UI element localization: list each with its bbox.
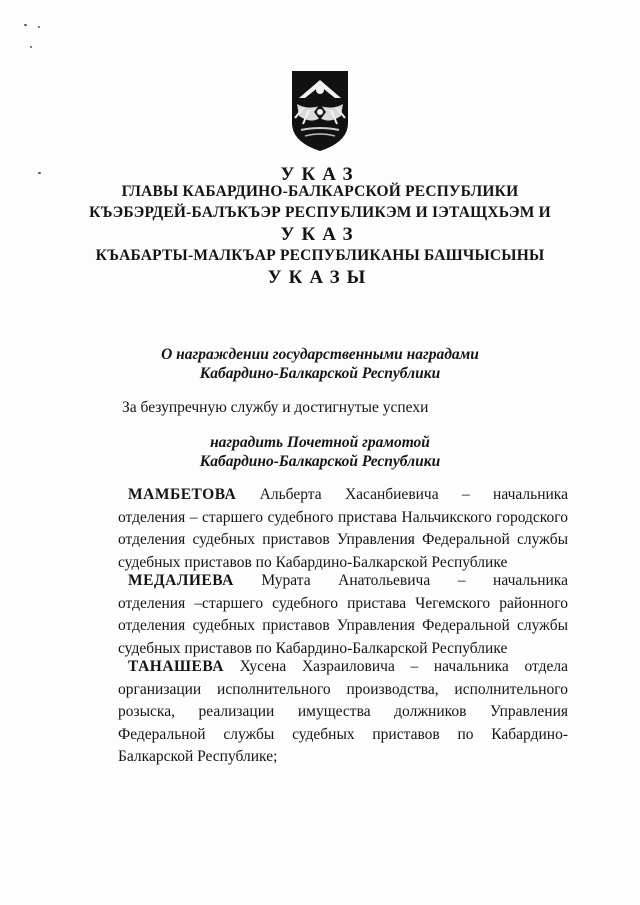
decree-heading-krc: УКАЗЫ xyxy=(267,267,373,288)
award-title-line-1: наградить Почетной грамотой xyxy=(210,434,430,451)
awardee-description: отделения –старшего судебного пристава Чегемского районного отделения судебных приставов Управления Федеральной службы судебных приставов по Кабардино-Балкарской Республике xyxy=(118,594,568,657)
awardee-entry xyxy=(118,656,568,769)
awardee-word: начальника xyxy=(493,486,568,503)
issuer-line-ru: ГЛАВЫ КАБАРДИНО-БАЛКАРСКОЙ РЕСПУБЛИКИ xyxy=(121,183,519,200)
awardee-surname: ТАНАШЕВА xyxy=(128,658,224,675)
decree-heading-ru: УКАЗ xyxy=(280,164,360,185)
awardee-word: Анатольевича xyxy=(338,572,431,589)
awardee-word: Хусена xyxy=(239,658,287,675)
award-title-line-2: Кабардино-Балкарской Республики xyxy=(199,453,441,470)
decree-title xyxy=(0,345,640,383)
awardee-description: отделения – старшего судебного пристава Нальчикского городского отделения судебных приставов Управления Федеральной службы судебных приставов по Кабардино-Балкарской Республике xyxy=(118,508,568,571)
scan-speck xyxy=(24,24,27,26)
intro-text: За безупречную службу и достигнутые успехи xyxy=(122,399,429,416)
coat-of-arms-emblem xyxy=(289,68,351,153)
awardee-word: Мурата xyxy=(261,572,311,589)
awardee-description: организации исполнительного производства, исполнительного розыска, реализации имущества должников Управления Федеральной службы судебных приставов по Кабардино-Балкарской Республике; xyxy=(118,680,568,765)
scan-speck xyxy=(38,26,40,28)
issuer-line-kbd: КЪЭБЭРДЕЙ-БАЛЪКЪЭР РЕСПУБЛИКЭМ И ІЭТАЩХЬЭМ И xyxy=(89,204,551,221)
awardee-word: Альберта xyxy=(259,486,322,503)
awardee-entry xyxy=(118,570,568,660)
awardee-surname: МЕДАЛИЕВА xyxy=(128,572,234,589)
awardee-word: – xyxy=(461,486,470,503)
decree-title-line-1: О награждении государственными наградами xyxy=(161,346,479,363)
awardee-first-line xyxy=(118,570,568,593)
awardee-first-line xyxy=(118,484,568,507)
awardee-word: – xyxy=(410,658,419,675)
awardee-first-line xyxy=(118,656,568,679)
scan-speck xyxy=(30,46,32,48)
awardee-word: начальника xyxy=(493,572,568,589)
decree-title-line-2: Кабардино-Балкарской Республики xyxy=(199,365,441,382)
award-title xyxy=(0,433,640,471)
awardee-word: – xyxy=(457,572,466,589)
issuer-line-krc: КЪАБАРТЫ-МАЛКЪАР РЕСПУБЛИКАНЫ БАШЧЫСЫНЫ xyxy=(95,247,545,264)
awardee-word: Хазраиловича xyxy=(301,658,395,675)
decree-heading-kbd: УКАЗ xyxy=(280,224,360,245)
awardee-word: отдела xyxy=(524,658,568,675)
awardee-word: Хасанбиевича xyxy=(344,486,439,503)
awardee-entry xyxy=(118,484,568,574)
awardee-word: начальника xyxy=(433,658,509,675)
awardee-surname: МАМБЕТОВА xyxy=(128,486,237,503)
